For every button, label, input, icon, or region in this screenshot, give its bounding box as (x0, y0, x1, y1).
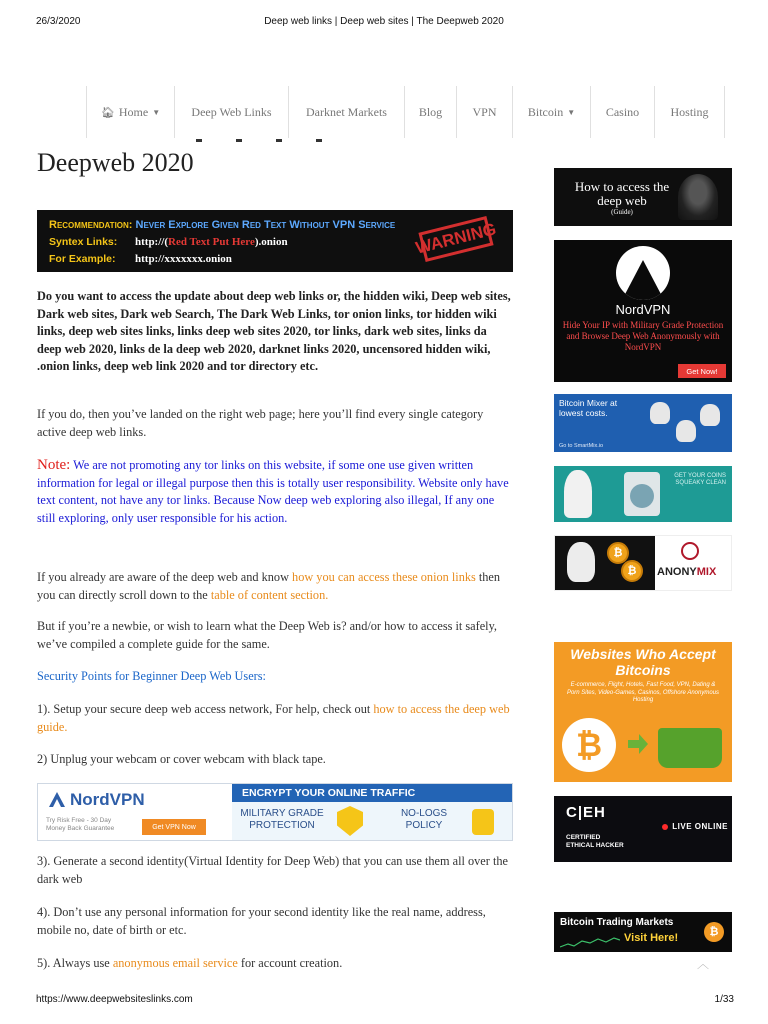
text-span: for account creation. (237, 956, 343, 970)
get-vpn-button[interactable]: Get VPN Now (142, 819, 206, 835)
trading-chart-icon (560, 937, 620, 949)
no-logs-text: NO-LOGS POLICY (400, 808, 448, 831)
ad-coin-cleaner[interactable] (554, 466, 732, 522)
live-online-text: LIVE ONLINE (672, 822, 728, 831)
access-deep-web-guide-link[interactable]: how to access the deep web guide. (37, 702, 510, 734)
syntax-suffix: ).onion (254, 236, 288, 248)
scroll-to-top-icon[interactable]: ︿ (697, 957, 710, 971)
table-of-content-link[interactable]: table of content section. (210, 587, 329, 602)
nav-label: Blog (418, 104, 443, 119)
note-text: We are not promoting any tor links on this website, if some one use given written information for legal or illegal purpose then this is totally user responsibility. Website only have text content, not have any tor links. Because Now deep web exploring also illegal, If any one still exploring, only user responsible for his action. (37, 458, 509, 525)
nav-blog[interactable] (405, 86, 457, 138)
ad-nordvpn-sidebar[interactable] (554, 240, 732, 382)
nav-label: Casino (605, 104, 640, 119)
nav-deep-web-links[interactable] (175, 86, 289, 138)
money-back-text: Try Risk Free - 30 Day Money Back Guarantee (46, 817, 115, 832)
text-span: 1). Setup your secure deep web access network, For help, check out (37, 702, 374, 716)
ad3-footer: Go to SmartMix.io (559, 443, 604, 449)
nav-vpn[interactable] (457, 86, 513, 138)
military-grade-text: MILITARY GRADE PROTECTION (240, 808, 324, 831)
ad1-title (572, 180, 672, 216)
print-footer (0, 994, 768, 1008)
example-label: For Example: (49, 253, 116, 265)
shopping-basket-image (658, 728, 722, 768)
anonymix-name-b: MIX (696, 566, 717, 578)
nordvpn-inline-banner[interactable] (37, 783, 513, 841)
syntax-label: Syntex Links: (49, 236, 118, 248)
print-page-number: 1/33 (714, 994, 734, 1005)
nav-casino[interactable] (591, 86, 655, 138)
nav-label: Bitcoin (527, 104, 564, 119)
paragraph-landed: If you do, then you’ve landed on the right web page; here you’ll find every single category active deep web links. (37, 407, 484, 439)
note-paragraph (37, 457, 513, 527)
security-point-1 (37, 701, 513, 736)
text-span: then you can directly scroll down to the (37, 570, 501, 602)
mountain-logo-icon (616, 246, 670, 300)
nav-darknet-markets[interactable] (289, 86, 405, 138)
paragraph-aware (37, 569, 513, 604)
nav-divider (196, 139, 356, 142)
ad5-dark-panel (555, 536, 655, 591)
anonymix-name (657, 566, 716, 578)
warning-stamp: WARNING (418, 216, 493, 262)
syntax-prefix: http://( (135, 236, 168, 248)
example-value: http://xxxxxxx.onion (135, 253, 232, 265)
nav-label: Darknet Markets (306, 104, 387, 119)
arrow-right-icon (628, 734, 648, 754)
print-title: Deep web links | Deep web sites | The Deepweb 2020 (264, 16, 504, 27)
ad-deep-web-guide[interactable] (554, 168, 732, 226)
nav-label: Hosting (670, 104, 709, 119)
ad-websites-accept-bitcoins[interactable] (554, 642, 732, 782)
recommendation-line (49, 219, 395, 231)
bitcoin-coin-icon: ₿ (704, 922, 724, 942)
security-heading: Security Points for Beginner Deep Web Users: (37, 669, 266, 683)
ad1-title-text: How to access the deep web (574, 179, 670, 208)
paragraph-newbie: But if you’re a newbie, or wish to learn what the Deep Web is? and/or how to access it safely, we’ve compiled a complete guide for the same. (37, 619, 498, 651)
ad2-brand: NordVPN (615, 302, 671, 317)
ad1-subtitle: (Guide) (611, 208, 633, 216)
syntax-line (49, 236, 288, 248)
shield-icon (337, 806, 363, 836)
nav-home[interactable] (87, 86, 175, 138)
nav-home-label: Home (118, 104, 149, 119)
ad-bitcoin-mixer[interactable] (554, 394, 732, 452)
ad8-cta: Visit Here! (624, 932, 679, 944)
nav-hosting[interactable] (655, 86, 725, 138)
ad4-text: GET YOUR COINS SQUEAKY CLEAN (674, 473, 726, 486)
mask-image (564, 470, 592, 518)
nordvpn-logo-icon (48, 791, 66, 807)
recommendation-text: Never Explore Given Red Text Without VPN Service (135, 219, 396, 231)
print-date: 26/3/2020 (36, 16, 81, 27)
ad2-message: Hide Your IP with Military Grade Protection and Browse Deep Web Anonymously with NordVPN (562, 320, 724, 352)
hooded-hacker-image (678, 174, 718, 220)
security-point-2: 2) Unplug your webcam or cover webcam with black tape. (37, 752, 326, 766)
live-dot-icon (662, 824, 668, 830)
security-point-4: 4). Don’t use any personal information for your second identity like the real name, address, mobile no, date of birth or etc. (37, 905, 486, 937)
ad3-text: Bitcoin Mixer at lowest costs. (559, 398, 618, 418)
anonymous-mask-image (567, 542, 595, 582)
bitcoin-coin-icon: ₿ (607, 542, 629, 564)
encrypt-strip: ENCRYPT YOUR ONLINE TRAFFIC (232, 784, 513, 802)
example-line (49, 253, 232, 265)
recommendation-label: Recommendation: (49, 219, 136, 231)
main-navbar (86, 86, 734, 138)
note-label: Note: (37, 457, 71, 473)
nav-label: VPN (472, 104, 497, 119)
washing-machine-image (624, 472, 660, 516)
text-span: 5). Always use (37, 956, 113, 970)
bitcoin-coin-icon: ₿ (621, 560, 643, 582)
ad-bitcoin-trading[interactable] (554, 912, 732, 952)
page-title: Deepweb 2020 (37, 148, 194, 177)
ceh-logo: C|EH (566, 804, 606, 821)
anonymix-logo-icon (681, 542, 699, 560)
lock-icon (472, 809, 494, 835)
syntax-red-text: Red Text Put Here (168, 236, 255, 248)
get-now-button[interactable]: Get Now! (678, 364, 726, 378)
ad6-subtext: E-commerce, Flight, Hotels, Fast Food, VPN, Dating & Porn Sites, Video-Games, Casinos, Offshore Anonymous Hosting (566, 682, 720, 703)
print-url: https://www.deepwebsiteslinks.com (36, 994, 193, 1005)
chevron-down-icon: ▼ (152, 107, 161, 117)
security-point-3: 3). Generate a second identity(Virtual Identity for Deep Web) that you can use them all over the dark web (37, 854, 508, 886)
nordvpn-banner-right (232, 784, 513, 841)
ceh-cert-text: CERTIFIED ETHICAL HACKER (566, 834, 624, 849)
warning-banner (37, 210, 513, 272)
anonymous-email-link[interactable]: anonymous email service (112, 956, 238, 970)
nav-label: Deep Web Links (191, 104, 272, 119)
access-onion-links-link[interactable]: how you can access these onion links (292, 570, 476, 584)
ad-ceh-live-online[interactable] (554, 796, 732, 862)
ad8-title: Bitcoin Trading Markets (560, 917, 674, 928)
bitcoin-icon: ₿ (562, 718, 616, 772)
intro-paragraph: Do you want to access the update about deep web links or, the hidden wiki, Deep web sites, Dark web sites, Dark web Search, The Dark Web Links, tor onion links, tor hidden wiki links, deep web sites links, links deep web sites 2020, tor links, dark web sites, links da deep web 2020, links de la deep web 2020, darknet links 2020, uncensored hidden wiki, .onion links, deep web link 2020 and tor directory etc. (37, 289, 511, 373)
ad-anonymix[interactable] (554, 535, 732, 591)
home-icon: 🏠︎ (100, 106, 115, 119)
ad6-heading: Websites Who Accept Bitcoins (570, 646, 716, 678)
chevron-down-icon: ▼ (567, 107, 576, 117)
text-span: If you already are aware of the deep web and know (37, 570, 293, 584)
anonymix-name-a: ANONY (657, 566, 697, 578)
nordvpn-banner-left (38, 784, 232, 841)
nav-bitcoin[interactable] (513, 86, 591, 138)
print-header (0, 16, 768, 30)
security-point-5 (37, 955, 513, 973)
money-bags-image (646, 400, 726, 444)
nordvpn-logo-text: NordVPN (70, 790, 145, 809)
